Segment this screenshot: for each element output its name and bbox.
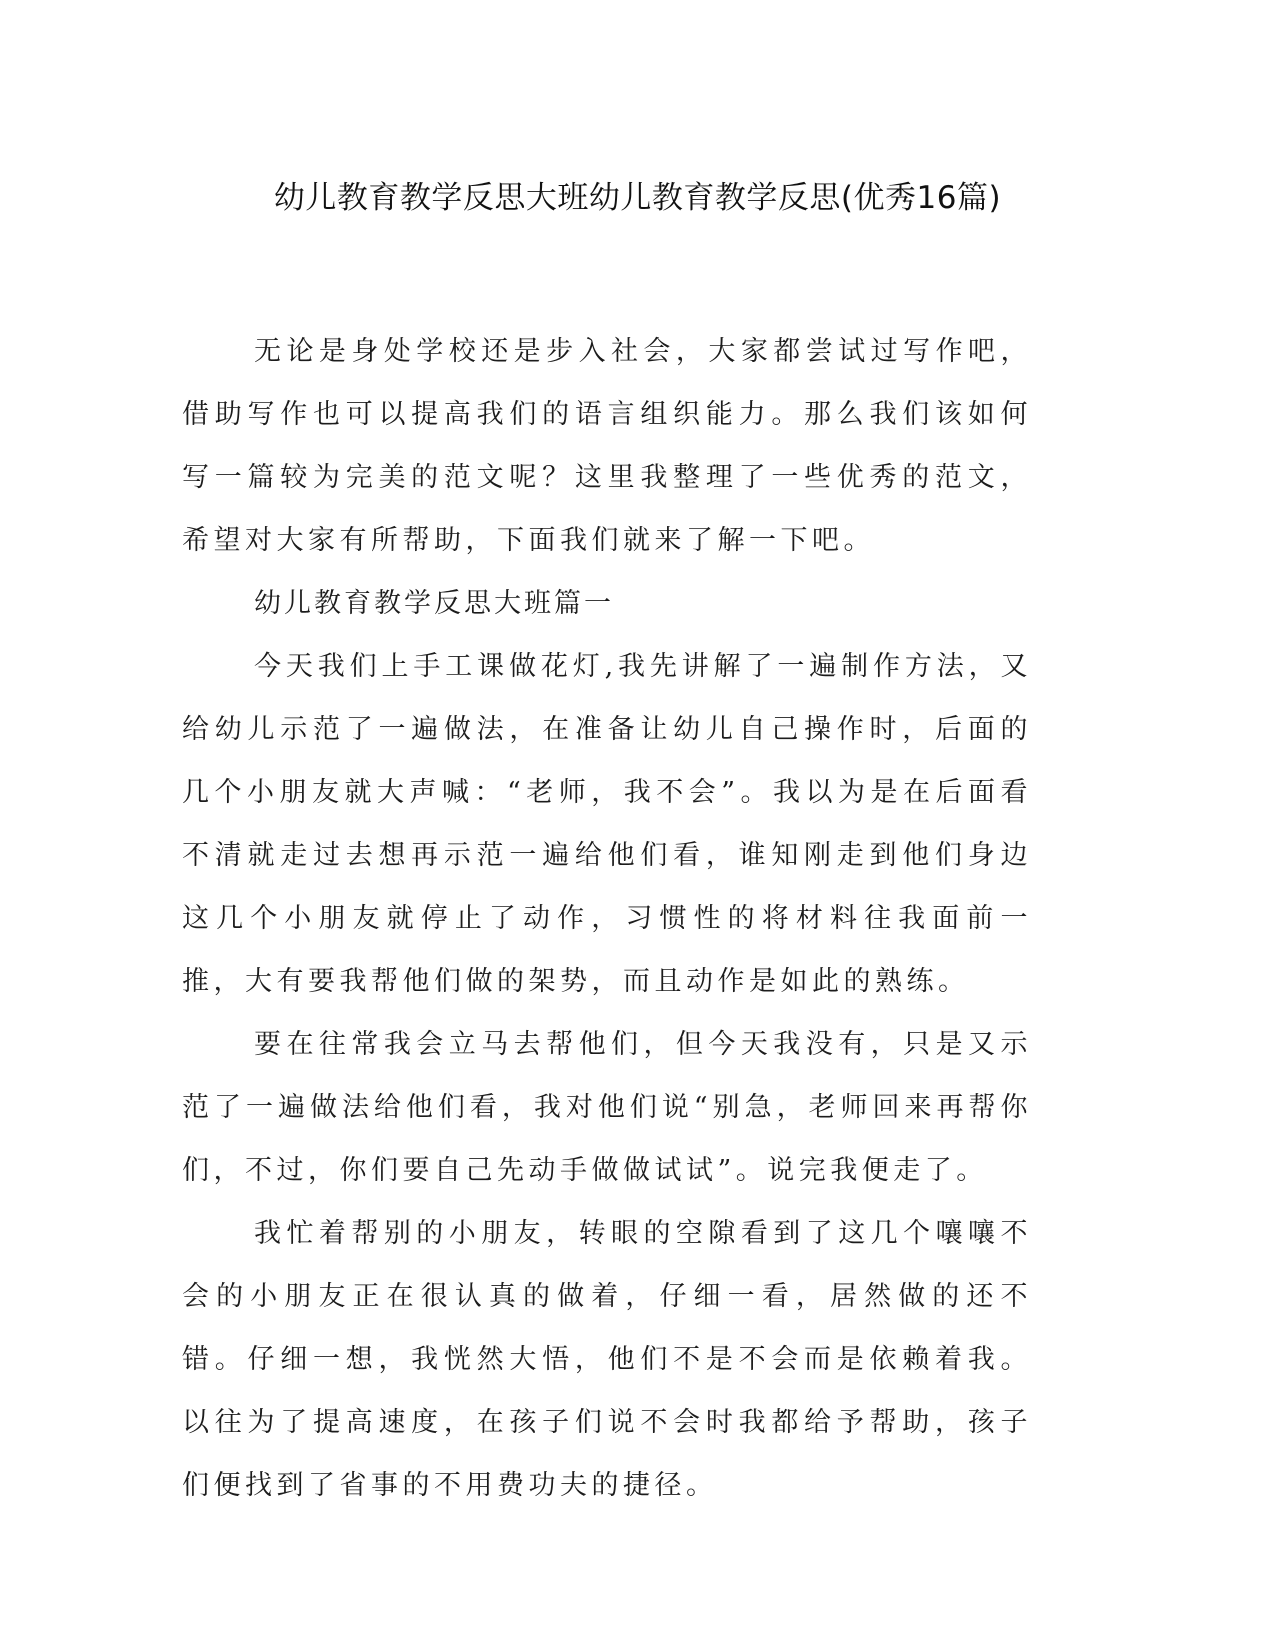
body-paragraph-1: 今天我们上手工课做花灯,我先讲解了一遍制作方法，又给幼儿示范了一遍做法，在准备让幼儿自己操作时，后面的几个小朋友就大声喊：“老师，我不会”。我以为是在后面看不清就走过去想再示范一遍给他们看，谁知刚走到他们身边这几个小朋友就停止了动作，习惯性的将材料往我面前一推，大有要我帮他们做的架势，而且动作是如此的熟练。 xyxy=(182,651,1032,997)
section-heading: 幼儿教育教学反思大班篇一 xyxy=(254,588,614,619)
document-body xyxy=(182,320,1032,1517)
intro-paragraph: 无论是身处学校还是步入社会，大家都尝试过写作吧，借助写作也可以提高我们的语言组织能力。那么我们该如何写一篇较为完美的范文呢？这里我整理了一些优秀的范文，希望对大家有所帮助，下面我们就来了解一下吧。 xyxy=(182,336,1032,556)
body-paragraph-3: 我忙着帮别的小朋友，转眼的空隙看到了这几个嚷嚷不会的小朋友正在很认真的做着，仔细一看，居然做的还不错。仔细一想，我恍然大悟，他们不是不会而是依赖着我。以往为了提高速度，在孩子们说不会时我都给予帮助，孩子们便找到了省事的不用费功夫的捷径。 xyxy=(182,1218,1032,1501)
document-title: 幼儿教育教学反思大班幼儿教育教学反思(优秀16篇) xyxy=(273,180,1002,216)
body-paragraph-2: 要在往常我会立马去帮他们，但今天我没有，只是又示范了一遍做法给他们看，我对他们说“别急，老师回来再帮你们，不过，你们要自己先动手做做试试”。说完我便走了。 xyxy=(182,1029,1032,1186)
